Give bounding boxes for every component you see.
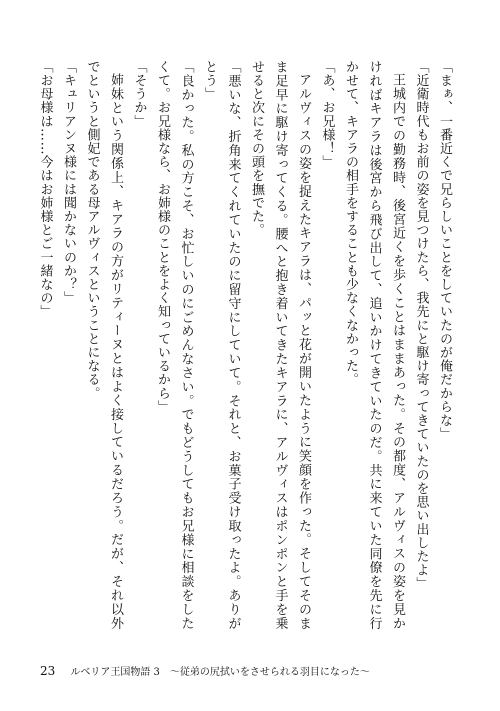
body-paragraph: 「お母様は……今はお姉様とご一緒なの」 (37, 60, 53, 319)
page-footer (40, 660, 370, 679)
body-paragraph: 「悪いな、折角来てくれていたのに留守にしていて。それと、お菓子受け取ったよ。ありがとう」 (202, 60, 241, 630)
body-paragraph: 「良かった。私の方こそ、お忙しいのにごめんなさい。でもどうしてもお兄様に相談をしたくて。お兄様なら、お姉様のことをよく知っているから」 (155, 60, 194, 630)
body-paragraph: 「あ、お兄様！」 (319, 60, 335, 169)
body-paragraph: アルヴィスの姿を捉えたキアラは、パッと花が開いたように笑顔を作った。そしてそのまま足早に駆け寄ってくる。腰へと抱き着いてきたキアラに、アルヴィスはポンポンと手を乗せると次にその頭を撫でた。 (249, 60, 311, 630)
body-paragraph: 「そうか」 (131, 60, 147, 128)
body-paragraph: 「まぁ、一番近くで兄らしいことをしていたのが俺だからな」 (437, 60, 452, 441)
body-paragraph: 「キュリアンヌ様には聞かないのか？」 (61, 60, 76, 305)
running-title: ルベリア王国物語 3 ～従弟の尻拭いをさせられる羽目になった～ (70, 667, 370, 678)
body-text-vertical (37, 60, 456, 630)
body-paragraph: 「近衛時代もお前の姿を見つけたら、我先にと駆け寄ってきていたのを思い出したよ」 (413, 60, 429, 591)
body-paragraph: 王城内での勤務時、後宮近くを歩くことはままあった。その都度、アルヴィスの姿を見かければキアラは後宮から飛び出して、追いかけてきていたのだ。共に来ていた同僚を先に行かせて、キアラの相手をすることも少なくなかった。 (343, 60, 405, 630)
body-paragraph: 姉妹という関係上、キアラの方がリティーヌとはよく接しているだろう。だが、それ以外でというと側妃である母アルヴィスということになる。 (84, 60, 123, 630)
page-number: 23 (40, 664, 56, 678)
